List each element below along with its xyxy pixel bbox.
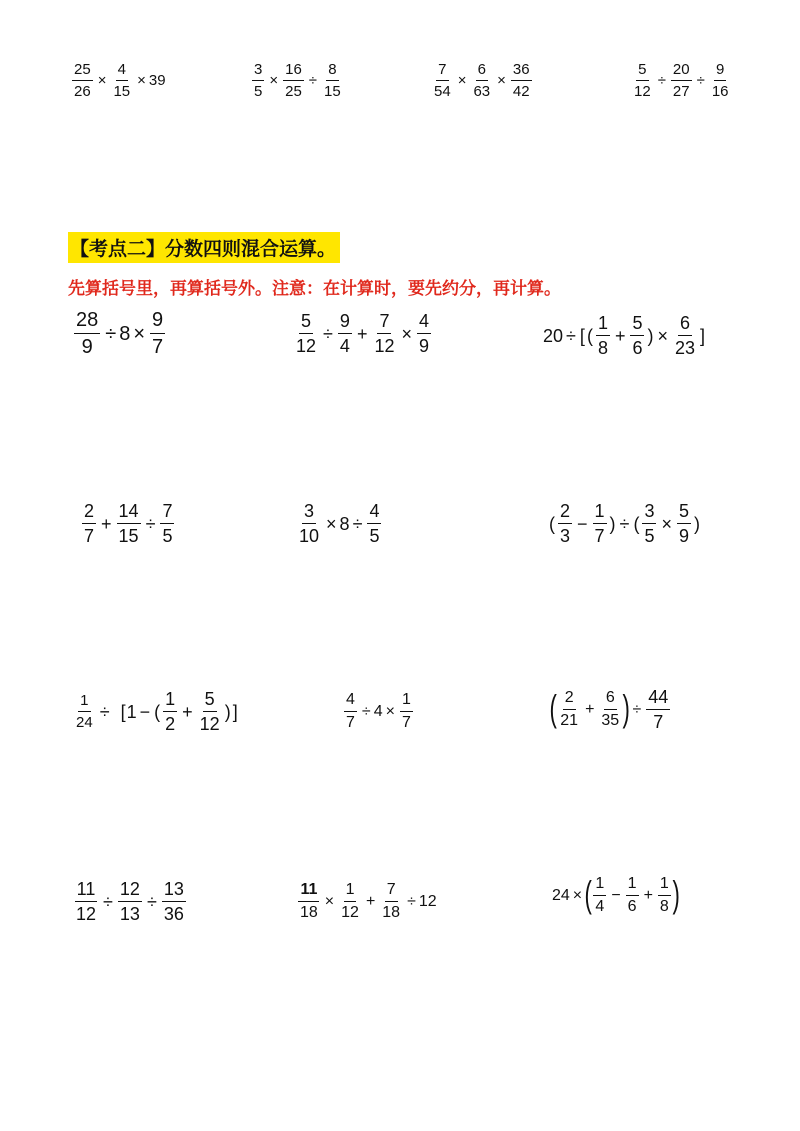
operator: × [97, 72, 107, 89]
problem-r1-1 [70, 62, 166, 99]
problem-1 [72, 310, 167, 357]
fraction: $\frac{4}{7}$ [346, 691, 355, 731]
fraction: $\frac{7}{5}$ [162, 501, 173, 546]
fraction: $\frac{6}{63}$ [473, 61, 491, 100]
operator: × [657, 325, 668, 346]
fraction: $\frac{2}{7}$ [84, 501, 95, 546]
operator: × [661, 513, 672, 534]
operator: ÷ [619, 513, 630, 534]
fraction: $\frac{5}{12}$ [634, 61, 651, 100]
problem-3 [543, 314, 706, 357]
problem-10 [72, 880, 188, 923]
operator: − [611, 886, 621, 904]
problem-4 [80, 502, 176, 545]
fraction: $\frac{1}{8}$ [597, 313, 608, 358]
fraction: $\frac{3}{5}$ [254, 61, 263, 100]
paren: ( [549, 688, 557, 730]
fraction: $\frac{2}{3}$ [560, 501, 571, 546]
paren: ) [693, 513, 700, 534]
fraction: $\frac{1}{2}$ [165, 689, 176, 734]
operator: + [585, 700, 595, 718]
operator: × [137, 72, 146, 89]
bracket: [ [120, 701, 126, 722]
fraction: $\frac{5}{12}$ [199, 689, 220, 734]
problem-7 [72, 690, 239, 733]
operator: ÷ [657, 72, 666, 89]
operator: ÷ [99, 701, 110, 722]
operator: ÷ [145, 513, 156, 534]
fraction: $\frac{7}{12}$ [374, 311, 395, 356]
operator: ÷ [696, 72, 705, 89]
paren: ) [622, 688, 631, 730]
fraction: $\frac{2}{21}$ [560, 689, 579, 729]
operator: × [385, 702, 395, 720]
operator: − [139, 701, 151, 722]
fraction: $\frac{3}{10}$ [299, 501, 320, 546]
operator: + [356, 323, 368, 344]
operator: ÷ [407, 892, 416, 910]
problem-11 [296, 882, 437, 921]
fraction: $\frac{36}{42}$ [512, 61, 530, 100]
operator: × [269, 72, 279, 89]
operator: × [572, 886, 583, 904]
operator: + [643, 886, 653, 904]
operator: + [614, 325, 626, 346]
paren: ( [154, 701, 161, 722]
operator: × [497, 72, 506, 89]
fraction: $\frac{25}{26}$ [74, 61, 91, 100]
integer: 39 [148, 72, 166, 89]
fraction: $\frac{4}{9}$ [419, 311, 430, 356]
section-header [68, 233, 340, 261]
fraction: $\frac{9}{4}$ [339, 311, 350, 356]
fraction: $\frac{1}{7}$ [401, 691, 411, 731]
bracket: ] [700, 325, 706, 346]
problem-12 [552, 876, 679, 915]
fraction: $\frac{5}{12}$ [296, 311, 317, 356]
fraction: $\frac{7}{18}$ [382, 881, 401, 921]
paren: ) [672, 874, 680, 916]
integer: 12 [418, 892, 437, 910]
fraction: $\frac{1}{7}$ [594, 501, 605, 546]
integer: 8 [339, 513, 350, 534]
bracket: ] [232, 701, 238, 722]
operator: × [457, 72, 467, 89]
integer: 1 [126, 701, 137, 722]
integer: 8 [119, 322, 131, 345]
operator: × [326, 513, 337, 534]
fraction: $\frac{28}{9}$ [76, 309, 99, 358]
paren: ) [647, 325, 654, 346]
fraction: $\frac{4}{15}$ [113, 61, 131, 100]
fraction: $\frac{1}{8}$ [659, 875, 669, 915]
problem-9 [550, 688, 672, 731]
paren: ( [633, 513, 640, 534]
operator: ÷ [308, 72, 318, 89]
bracket: [ [579, 325, 585, 346]
integer: 24 [552, 886, 570, 904]
operator: ÷ [323, 323, 333, 344]
fraction: $\frac{7}{54}$ [434, 61, 451, 100]
fraction: $\frac{1}{4}$ [595, 875, 605, 915]
operator: ÷ [146, 891, 157, 912]
fraction: $\frac{13}{36}$ [163, 879, 184, 924]
fraction: $\frac{1}{24}$ [76, 692, 93, 731]
fraction: $\frac{5}{9}$ [678, 501, 689, 546]
paren: ) [609, 513, 616, 534]
fraction: $\frac{4}{5}$ [369, 501, 380, 546]
paren: ( [549, 513, 555, 534]
fraction: $\frac{20}{27}$ [672, 61, 690, 100]
fraction: $\frac{12}{13}$ [119, 879, 140, 924]
fraction: $\frac{8}{15}$ [324, 61, 341, 100]
operator: ÷ [632, 700, 642, 718]
fraction: $\frac{1}{6}$ [627, 875, 637, 915]
fraction: $\frac{5}{6}$ [632, 313, 643, 358]
paren: ) [224, 701, 231, 722]
fraction: $\frac{9}{7}$ [152, 309, 164, 358]
fraction: $\frac{16}{25}$ [285, 61, 302, 100]
problem-2 [292, 312, 433, 355]
operator: ÷ [352, 513, 363, 534]
integer: 4 [373, 702, 383, 720]
fraction: $\frac{9}{16}$ [711, 61, 729, 100]
operator: ÷ [361, 702, 371, 720]
section-tip: 先算括号里，再算括号外。注意：在计算时，要先约分，再计算。 [68, 279, 561, 298]
problem-5 [295, 502, 383, 545]
section-title: 【考点二】分数四则混合运算。 [68, 232, 340, 263]
fraction: $\frac{6}{35}$ [601, 689, 620, 729]
operator: × [401, 323, 412, 344]
paren: ( [586, 325, 593, 346]
operator: ÷ [566, 325, 576, 346]
problem-6 [548, 502, 701, 545]
problem-8 [342, 692, 415, 731]
operator: × [324, 892, 335, 910]
fraction: $\frac{6}{23}$ [675, 313, 696, 358]
operator: − [577, 513, 588, 534]
paren: ( [584, 874, 592, 916]
operator: × [133, 322, 146, 345]
problem-r1-3 [430, 62, 534, 99]
fraction: $\frac{3}{5}$ [644, 501, 655, 546]
fraction: $\frac{11}{18}$ [300, 881, 318, 921]
operator: + [182, 701, 193, 722]
problem-r1-2 [250, 62, 345, 99]
fraction: $\frac{14}{15}$ [118, 501, 139, 546]
fraction: $\frac{1}{12}$ [341, 881, 359, 921]
operator: + [101, 513, 112, 534]
integer: 20 [543, 325, 564, 346]
fraction: $\frac{44}{7}$ [648, 687, 669, 732]
fraction: $\frac{11}{12}$ [76, 879, 97, 924]
operator: ÷ [103, 891, 113, 912]
problem-r1-4 [630, 62, 733, 99]
operator: + [365, 892, 376, 910]
operator: ÷ [105, 322, 117, 345]
